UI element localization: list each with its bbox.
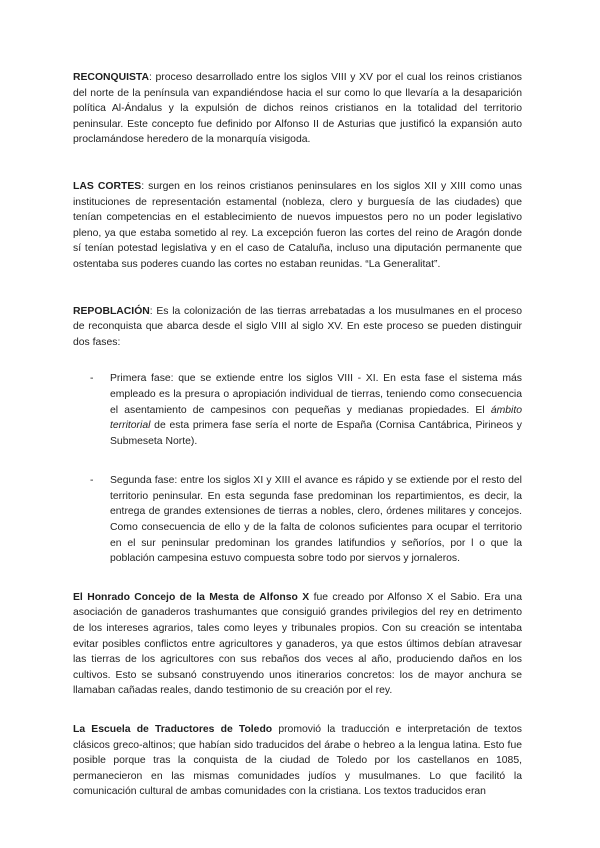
reconquista-text: : proceso desarrollado entre los siglos VIII y XV por el cual los reinos cristianos del norte de la península van expandiéndose hacia el sur como lo que llevaría a la desaparición política Al-Ándalus y la expulsión de dichos reinos cristianos en la totalidad del territorio peninsular. Este concepto fue definido por Alfonso II de Asturias que justificó la expansión auto proclamándose heredero de la monarquía visigoda. [73,72,522,146]
phase2-text: Segunda fase: entre los siglos XI y XIII el avance es rápido y se extiende por el resto del territorio peninsular. En esta segunda fase predominan los repartimientos, es decir, la entrega de grandes extensiones de tierras a nobles, clero, órdenes militares y concejos. Como consecuencia de ello y de la falta de colonos suficientes para ocupar el territorio en el sur peninsular predominan los grandes latifundios y señoríos, por l o que la población campesina estuvo compuesta sobre todo por siervos y jornaleros. [110,475,522,565]
escuela-text: promovió la traducción e interpretación de textos clásicos greco-altinos; que habían sido traducidos del árabe o hebreo a la lengua latina. Esto fue posible porque tras la conquista de la ciudad de Toledo por los castellanos en 1085, permanecieron en las mismas comunidades judíos y musulmanes. Lo que facilitó la comunicación cultural de ambas comunidades con la cristiana. Los textos traducidos eran [73,724,522,798]
spacer [73,148,522,179]
phase1-text [110,371,522,449]
mesta-text: fue creado por Alfonso X el Sabio. Era una asociación de ganaderos trashumantes que consiguió grandes privilegios del rey en detrimento de los intereses agrarios, tales como leyes y tribunales propios. Con su creación se intentaba evitar posibles conflictos entre agricultores y ganaderos, ya que estos últimos debían atravesar las tierras de los agricultores con sus rebaños dos veces al año, produciendo daños en los cultivos. Esto se subsanó construyendo unos itinerarios concretos: los de mayor anchura se llamaban cañadas reales, dando testimonio de su creación por el rey. [73,591,522,697]
cortes-paragraph [73,179,522,273]
escuela-paragraph [73,722,522,800]
cortes-term: LAS CORTES [73,180,142,192]
phase1-before: Primera fase: que se extiende entre los siglos VIII - XI. En esta fase el sistema más empleado es la presura o apropiación individual de tierras, teniendo como consecuencia el asentamiento de campesinos con pequeñas y medianas propiedades. El [110,373,522,416]
repoblacion-term: REPOBLACIÓN [73,305,150,317]
reconquista-paragraph [73,70,522,148]
spacer [73,567,522,590]
reconquista-term: RECONQUISTA [73,72,150,83]
phases-list [73,371,522,567]
mesta-term: El Honrado Concejo de la Mesta de Alfonso X [73,591,310,603]
bullet-dash: - [90,373,94,385]
repoblacion-text: : Es la colonización de las tierras arrebatadas a los musulmanes en el proceso de reconquista que abarca desde el siglo VIII al siglo XV. En este proceso se pueden distinguir dos fases: [73,305,522,348]
spacer [73,699,522,722]
list-item [90,371,522,449]
mesta-paragraph [73,590,522,699]
phase1-italic: ámbito territorial [110,404,522,432]
spacer [73,273,522,304]
phase1-after: de esta primera fase sería el norte de España (Cornisa Cantábrica, Pirineos y Submeseta Norte). [110,420,522,447]
bullet-dash: - [90,475,94,487]
escuela-term: La Escuela de Traductores de Toledo [73,724,273,735]
list-item [90,473,522,567]
cortes-text: : surgen en los reinos cristianos peninsulares en los siglos XII y XIII como unas instituciones de representación estamental (nobleza, clero y burguesía de las ciudades) que tenían competencias en el establecimiento de nuevos impuestos pero no un poder legislativo pleno, ya que estaba sometido al rey. La excepción fueron las cortes del reino de Aragón donde sí tenían potestad legislativa y en el caso de Cataluña, incluso una diputación permanente que ostentaba sus poderes cuando las cortes no estaban reunidas. “La Generalitat”. [73,180,523,270]
repoblacion-paragraph [73,304,522,351]
